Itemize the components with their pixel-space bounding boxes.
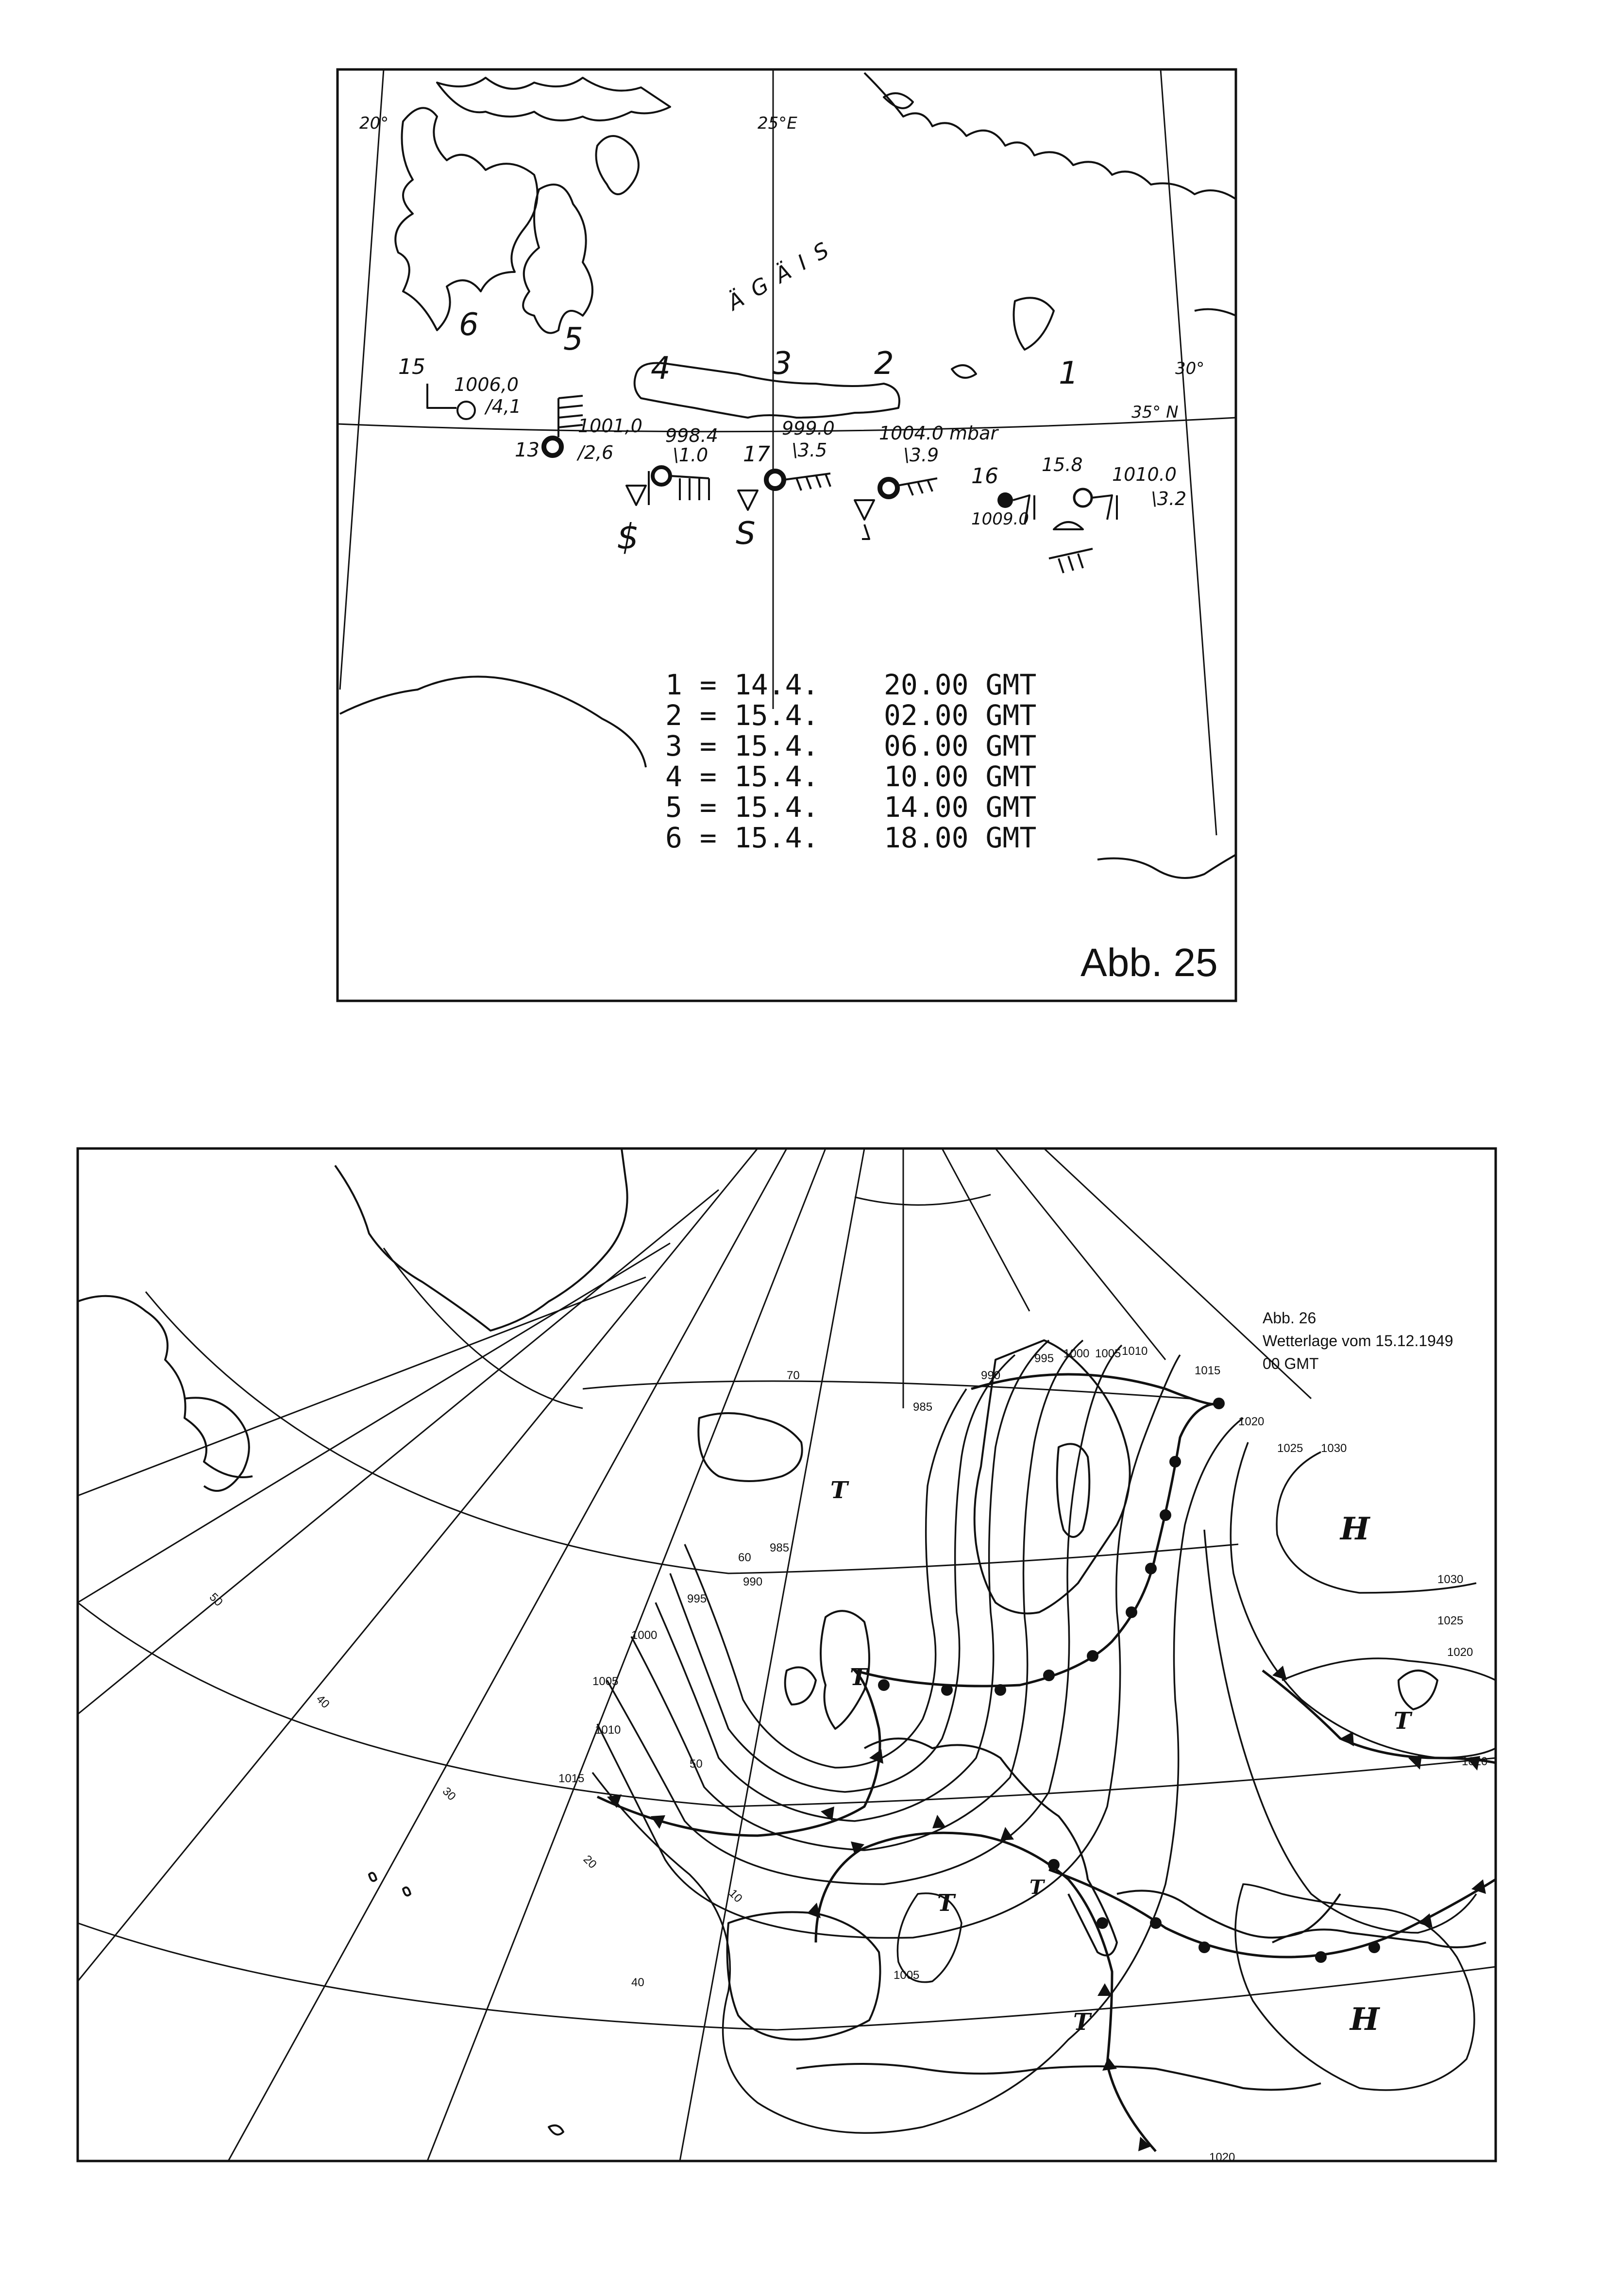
legend-row-4: 4 = 15.4. 10.00 GMT bbox=[665, 760, 1037, 793]
station-tendency: /4,1 bbox=[486, 396, 522, 417]
parallel-60 bbox=[146, 1292, 1238, 1573]
station-tendency: /2,6 bbox=[578, 442, 614, 463]
track-number-1: 1 bbox=[1059, 355, 1079, 391]
greece-coast bbox=[395, 108, 537, 330]
isobar-label: 1020 bbox=[1447, 1646, 1473, 1659]
egypt-coast bbox=[1097, 855, 1236, 878]
station-16 bbox=[971, 464, 1034, 529]
lat-label-70: 70 bbox=[787, 1369, 800, 1382]
coast-north-africa bbox=[796, 2064, 1321, 2090]
sea-label-aegean: ÄGÄIS bbox=[724, 232, 844, 316]
meridian bbox=[680, 1148, 864, 2161]
coast-ireland bbox=[785, 1667, 816, 1705]
warm-front-dot bbox=[1368, 1941, 1380, 1953]
high-centre-balkans: H bbox=[1350, 2001, 1380, 2038]
legend-row-3: 3 = 15.4. 06.00 GMT bbox=[665, 729, 1037, 762]
station-pressure: 1006,0 bbox=[454, 374, 519, 395]
track-number-3: 3 bbox=[772, 346, 792, 382]
graticule-labels bbox=[207, 1369, 800, 1989]
meridian-20 bbox=[340, 69, 384, 690]
meridian bbox=[228, 1148, 790, 2161]
title-line-3: 00 GMT bbox=[1263, 1355, 1319, 1372]
station-circle bbox=[880, 479, 897, 497]
warm-front-dot bbox=[941, 1684, 953, 1696]
coast-black-sea-island bbox=[1399, 1671, 1437, 1709]
parallel-40 bbox=[78, 1923, 1496, 2030]
isobar-label: 990 bbox=[981, 1369, 1001, 1382]
lon-label-20: 20° bbox=[359, 114, 389, 133]
track-number-2: 2 bbox=[874, 346, 894, 382]
isobar-label: 1025 bbox=[1277, 1442, 1303, 1455]
isobar-1030 bbox=[1277, 1452, 1476, 1593]
isobar-label: 1015 bbox=[1195, 1364, 1221, 1377]
map26-frame bbox=[78, 1148, 1496, 2161]
front-east bbox=[1263, 1671, 1496, 1763]
track-number-6: 6 bbox=[459, 307, 479, 343]
lat-label-60: 60 bbox=[738, 1551, 751, 1564]
station-circle bbox=[766, 471, 784, 489]
isobar-label: 1010 bbox=[1122, 1345, 1148, 1358]
isobar-1025 bbox=[1231, 1442, 1496, 1758]
fog-symbol bbox=[1054, 522, 1083, 529]
warm-front-dot bbox=[1150, 1917, 1162, 1929]
warm-front-dot bbox=[1097, 1917, 1108, 1929]
crete-coast bbox=[635, 363, 899, 418]
station-circle bbox=[653, 467, 670, 485]
wind-barb bbox=[784, 473, 830, 490]
isobar-high-se bbox=[1235, 1884, 1474, 2090]
euboea-coast bbox=[596, 136, 639, 194]
turkey-south-coast bbox=[1195, 309, 1236, 316]
meridian bbox=[78, 1148, 758, 1981]
cold-front-tri bbox=[807, 1903, 821, 1918]
station-temp: 15 bbox=[398, 355, 425, 379]
wind-barb bbox=[427, 384, 456, 408]
isobar-label: 1030 bbox=[1437, 1573, 1464, 1586]
shower-symbol bbox=[738, 490, 758, 510]
lon-label-10: 10 bbox=[726, 1887, 745, 1906]
shower-symbol bbox=[626, 471, 649, 505]
peloponnese-coast bbox=[523, 185, 592, 333]
station-circle bbox=[544, 438, 561, 456]
lon-label-50: 50 bbox=[206, 1590, 225, 1609]
station-tendency: \1.0 bbox=[673, 444, 709, 466]
isobar-1010 bbox=[597, 1355, 1180, 1938]
island-karpathos bbox=[952, 365, 976, 378]
libya-coast bbox=[340, 676, 646, 767]
warm-front-dot bbox=[1198, 1941, 1210, 1953]
station-17 bbox=[736, 418, 835, 552]
station-15-8 bbox=[1042, 454, 1186, 573]
meridian bbox=[942, 1148, 1029, 1311]
station-temp: 13 bbox=[515, 439, 540, 461]
low-centre-black-sea: T bbox=[1394, 1707, 1411, 1735]
warm-front-dot bbox=[1145, 1563, 1157, 1574]
lon-label-40: 40 bbox=[313, 1692, 332, 1711]
station-pressure: 999.0 bbox=[782, 418, 835, 439]
isobar-label: 1015 bbox=[558, 1772, 585, 1785]
low-centre-italy: T bbox=[1073, 2009, 1091, 2036]
low-centre-britain: T bbox=[850, 1664, 867, 1691]
parallel-50 bbox=[78, 1603, 1496, 1806]
lat-label-50: 50 bbox=[690, 1757, 703, 1771]
warm-front-dot bbox=[995, 1684, 1006, 1696]
lon-label-20: 20 bbox=[580, 1853, 599, 1872]
station-tendency: \3.5 bbox=[792, 439, 827, 461]
title-line-2: Wetterlage vom 15.12.1949 bbox=[1263, 1332, 1453, 1350]
isobar-label: 990 bbox=[743, 1575, 763, 1588]
isobar-label: 1020 bbox=[1238, 1415, 1265, 1428]
shower-symbol bbox=[855, 500, 874, 539]
coast-canada bbox=[78, 1296, 253, 1477]
warm-front-dot bbox=[1169, 1456, 1181, 1468]
isobar-label: 1005 bbox=[894, 1969, 920, 1982]
isobar-label: 985 bbox=[770, 1541, 790, 1554]
isobar-label: 1005 bbox=[1095, 1347, 1121, 1360]
map25-frame bbox=[337, 69, 1236, 1001]
station-temp: 16 bbox=[971, 464, 998, 489]
station-tendency: \3.9 bbox=[903, 444, 939, 466]
figure-label-abb25: Abb. 25 bbox=[1080, 941, 1218, 985]
isobar-990 bbox=[670, 1355, 1015, 1792]
parallel bbox=[384, 1248, 583, 1408]
low-centre-alps: T bbox=[1029, 1876, 1044, 1899]
cold-front-tri bbox=[1102, 2057, 1117, 2071]
lon-label-30: 30° bbox=[1175, 359, 1205, 378]
station-temp: 15.8 bbox=[1042, 454, 1083, 475]
station-pressure: 998.4 bbox=[665, 425, 718, 446]
isobar-label: 1000 bbox=[631, 1629, 658, 1642]
warm-front-dot bbox=[1126, 1606, 1137, 1618]
lat-label-35n: 35° N bbox=[1131, 403, 1179, 422]
wind-arrow bbox=[1049, 549, 1093, 573]
cold-front-tri bbox=[1097, 1983, 1112, 1996]
station-temp: 17 bbox=[743, 442, 770, 467]
warm-front-dot bbox=[1315, 1951, 1327, 1963]
map-abb25 bbox=[337, 69, 1236, 1001]
low-centre-iberia: T bbox=[937, 1890, 955, 1917]
wind-barb bbox=[670, 476, 709, 500]
legend-row-1: 1 = 14.4. 20.00 GMT bbox=[665, 668, 1037, 701]
front-polar bbox=[597, 1403, 1219, 1836]
isobar-label: 1000 bbox=[1063, 1347, 1090, 1360]
island-azores bbox=[369, 1873, 376, 1881]
station-pressure: 1009.0 bbox=[971, 509, 1029, 529]
cold-front-tri bbox=[1340, 1732, 1354, 1746]
isobar-label: 1005 bbox=[592, 1675, 619, 1688]
high-centre-russia: H bbox=[1340, 1511, 1370, 1547]
coastlines bbox=[78, 1148, 1486, 2135]
station-15 bbox=[398, 355, 521, 419]
station-pressure: 1001,0 bbox=[578, 415, 642, 437]
isobar-labels bbox=[558, 1345, 1487, 2164]
warm-front-dot bbox=[1048, 1859, 1060, 1871]
cold-front-tri bbox=[932, 1815, 946, 1828]
low-centre-iceland: T bbox=[830, 1477, 848, 1504]
lon-label-25e: 25°E bbox=[758, 114, 797, 133]
island-madeira bbox=[549, 2126, 563, 2135]
legend-row-2: 2 = 15.4. 02.00 GMT bbox=[665, 699, 1037, 732]
warm-front-dot bbox=[1160, 1509, 1171, 1521]
time-legend bbox=[665, 668, 1036, 854]
warm-front-dot bbox=[1087, 1650, 1098, 1662]
wind-barb bbox=[897, 478, 937, 495]
isobar-label: 985 bbox=[913, 1401, 933, 1414]
isobar-label: 1030 bbox=[1321, 1442, 1347, 1455]
warm-front-dot bbox=[878, 1679, 890, 1691]
graticule bbox=[78, 1148, 1496, 2161]
parallel bbox=[855, 1195, 991, 1205]
isobar-995 bbox=[656, 1340, 1049, 1821]
weather-symbol: S bbox=[736, 516, 756, 552]
north-aegean-coast bbox=[437, 78, 670, 120]
station-pressure: 1010.0 bbox=[1112, 464, 1177, 485]
meridian bbox=[996, 1148, 1165, 1360]
station-circle bbox=[1074, 489, 1092, 506]
coast-labrador bbox=[185, 1398, 249, 1491]
station-circle bbox=[997, 492, 1013, 508]
island-lesbos bbox=[884, 93, 913, 108]
warm-front-dot bbox=[1213, 1398, 1225, 1409]
isobar-label: 1020 bbox=[1209, 2151, 1235, 2164]
station-circle bbox=[457, 402, 475, 419]
isobar-label: 995 bbox=[687, 1592, 707, 1605]
station-tendency: \3.2 bbox=[1151, 488, 1187, 509]
map-abb26 bbox=[78, 1148, 1496, 2164]
turkey-coast bbox=[864, 73, 1236, 199]
lon-label-30: 30 bbox=[439, 1785, 458, 1804]
legend-row-5: 5 = 15.4. 14.00 GMT bbox=[665, 791, 1037, 824]
lat-label-40: 40 bbox=[631, 1976, 644, 1989]
title-line-1: Abb. 26 bbox=[1263, 1309, 1316, 1327]
legend-row-6: 6 = 15.4. 18.00 GMT bbox=[665, 821, 1037, 854]
island-azores-2 bbox=[403, 1888, 410, 1896]
track-number-4: 4 bbox=[651, 351, 671, 387]
isobar-label: 995 bbox=[1034, 1352, 1054, 1365]
isobar-label: 1010 bbox=[595, 1723, 621, 1737]
track-number-5: 5 bbox=[563, 321, 583, 357]
coast-iceland bbox=[698, 1413, 802, 1481]
isobar-1020-east bbox=[1282, 1658, 1496, 1680]
station-a bbox=[617, 425, 718, 557]
wind-barb bbox=[1092, 495, 1117, 520]
station-pressure: 1004.0 mbar bbox=[879, 422, 998, 444]
meridian bbox=[78, 1277, 646, 1496]
coast-greenland bbox=[335, 1148, 627, 1331]
isobar-label: 1025 bbox=[1437, 1614, 1464, 1627]
map26-title bbox=[1263, 1309, 1453, 1372]
weather-symbol: $ bbox=[617, 516, 639, 557]
island-rhodes bbox=[1014, 298, 1054, 350]
isobar-label: 1020 bbox=[1462, 1755, 1488, 1768]
warm-front-dot bbox=[1043, 1670, 1055, 1681]
